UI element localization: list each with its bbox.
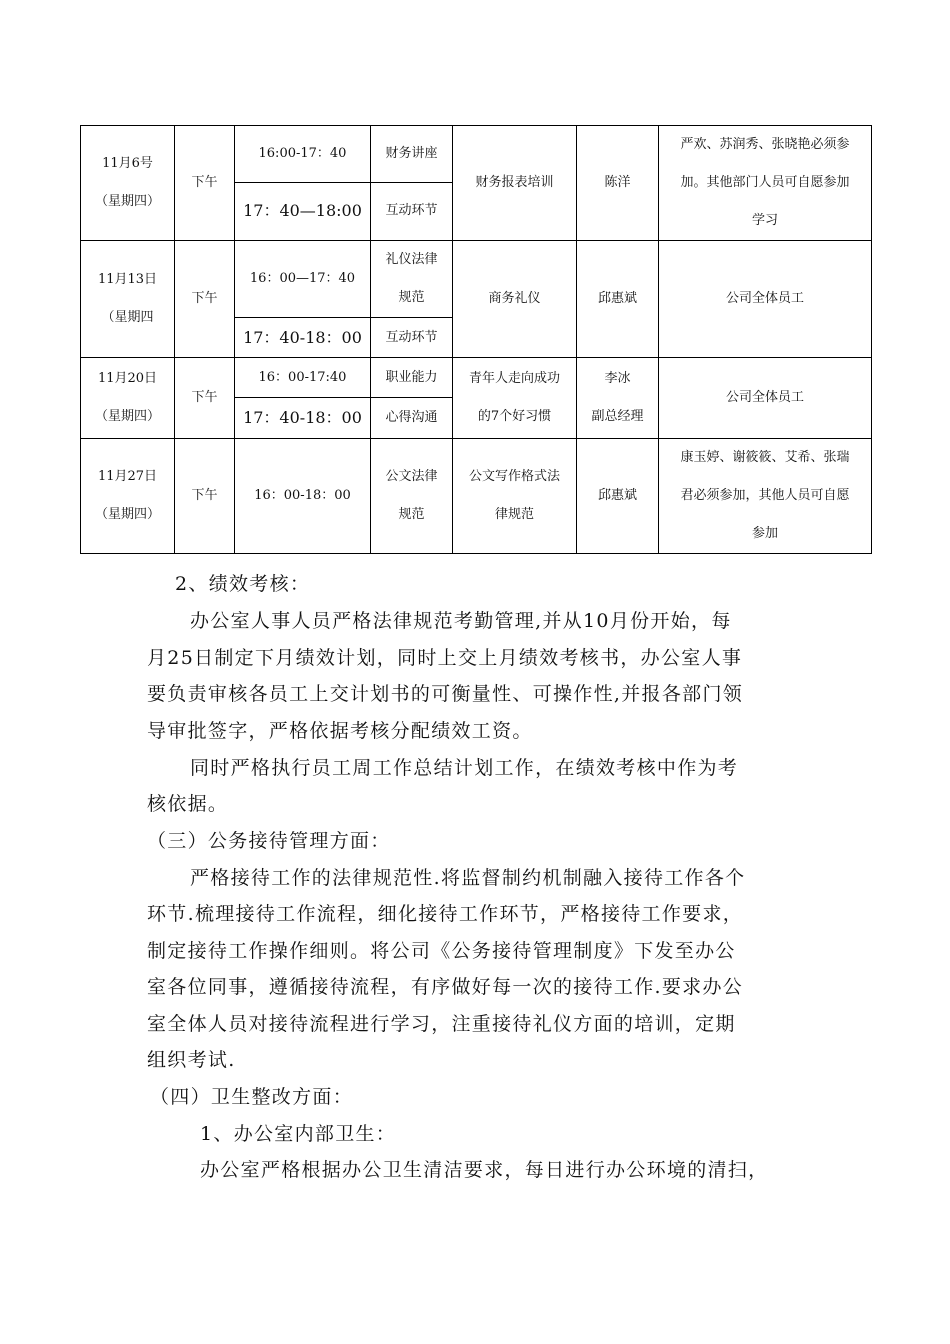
table-row — [81, 241, 872, 318]
period-cell: 下午 — [175, 439, 235, 554]
audience-cell — [659, 126, 872, 241]
paragraph-line: 同时严格执行员工周工作总结计划工作，在绩效考核中作为考 — [190, 757, 739, 779]
paragraph-line: 组织考试. — [147, 1049, 236, 1071]
topic-cell: 财务讲座 — [371, 126, 453, 183]
audience-line: 康玉婷、谢筱筱、艾希、张瑞 — [680, 450, 850, 465]
subsection-heading: 1、办公室内部卫生： — [200, 1123, 397, 1145]
paragraph-line: 导审批签字，严格依据考核分配绩效工资。 — [147, 720, 533, 742]
content-cell: 商务礼仪 — [453, 241, 577, 358]
date-cell — [81, 439, 175, 554]
time-cell: 17：40—18:00 — [235, 182, 371, 240]
topic-cell — [371, 241, 453, 318]
content-cell — [453, 439, 577, 554]
content-line: 公文写作格式法 — [468, 469, 560, 484]
paragraph-line: 要负责审核各员工上交计划书的可衡量性、可操作性,并报各部门领 — [147, 683, 744, 705]
weekday-text: （星期四） — [94, 409, 160, 424]
audience-cell: 公司全体员工 — [659, 358, 872, 439]
topic-cell: 心得沟通 — [371, 398, 453, 439]
paragraph-line: 室全体人员对接待流程进行学习，注重接待礼仪方面的培训，定期 — [147, 1013, 736, 1035]
section-heading: 2、绩效考核： — [175, 573, 311, 595]
weekday-text: （星期四） — [94, 194, 160, 209]
period-cell: 下午 — [175, 241, 235, 358]
weekday-text: （星期四 — [101, 310, 154, 325]
audience-cell — [659, 439, 872, 554]
topic-line: 规范 — [398, 290, 425, 305]
period-cell: 下午 — [175, 126, 235, 241]
date-cell — [81, 241, 175, 358]
speaker-cell: 邱惠斌 — [577, 241, 659, 358]
topic-line: 公文法律 — [385, 469, 438, 484]
paragraph-line: 办公室严格根据办公卫生清洁要求，每日进行办公环境的清扫， — [200, 1159, 769, 1181]
audience-cell: 公司全体员工 — [659, 241, 872, 358]
table-row — [81, 126, 872, 183]
speaker-line: 副总经理 — [591, 409, 644, 424]
date-cell — [81, 126, 175, 241]
audience-line: 参加 — [751, 526, 778, 541]
content-cell — [453, 358, 577, 439]
speaker-cell: 陈洋 — [577, 126, 659, 241]
paragraph-line: 环节.梳理接待工作流程，细化接待工作环节，严格接待工作要求， — [147, 903, 744, 925]
topic-cell: 职业能力 — [371, 358, 453, 398]
time-cell: 16：00-18：00 — [235, 439, 371, 554]
topic-cell: 互动环节 — [371, 318, 453, 358]
table-row — [81, 439, 872, 554]
topic-line: 规范 — [398, 507, 425, 522]
time-cell: 17：40-18：00 — [235, 398, 371, 439]
audience-line: 加。其他部门人员可自愿参加 — [680, 175, 850, 190]
date-text: 11月6号 — [102, 156, 153, 171]
date-text: 11月20日 — [97, 371, 158, 386]
date-text: 11月27日 — [97, 469, 158, 484]
audience-line: 学习 — [751, 213, 778, 228]
content-line: 律规范 — [494, 507, 534, 522]
time-cell: 17：40-18：00 — [235, 318, 371, 358]
audience-line: 君必须参加，其他人员可自愿 — [680, 488, 850, 503]
time-cell: 16：00—17：40 — [235, 241, 371, 318]
speaker-cell — [577, 358, 659, 439]
date-cell — [81, 358, 175, 439]
time-cell: 16：00-17:40 — [235, 358, 371, 398]
speaker-line: 李冰 — [604, 371, 631, 386]
paragraph-line: 严格接待工作的法律规范性.将监督制约机制融入接待工作各个 — [190, 867, 746, 889]
training-schedule-table — [80, 125, 872, 554]
section-heading: （四）卫生整改方面： — [150, 1086, 354, 1108]
content-line: 青年人走向成功 — [468, 371, 560, 386]
paragraph-line: 室各位同事，遵循接待流程，有序做好每一次的接待工作.要求办公 — [147, 976, 744, 998]
period-cell: 下午 — [175, 358, 235, 439]
date-text: 11月13日 — [97, 272, 158, 287]
topic-cell — [371, 439, 453, 554]
section-heading: （三）公务接待管理方面： — [147, 830, 391, 852]
topic-cell: 互动环节 — [371, 182, 453, 240]
weekday-text: （星期四） — [94, 507, 160, 522]
paragraph-line: 制定接待工作操作细则。将公司《公务接待管理制度》下发至办公 — [147, 940, 736, 962]
time-cell: 16:00-17：40 — [235, 126, 371, 183]
paragraph-line: 核依据。 — [147, 793, 229, 815]
paragraph-line: 办公室人事人员严格法律规范考勤管理,并从10月份开始，每 — [190, 610, 732, 632]
content-cell: 财务报表培训 — [453, 126, 577, 241]
audience-line: 严欢、苏润秀、张晓艳必须参 — [680, 137, 850, 152]
topic-line: 礼仪法律 — [385, 252, 438, 267]
content-line: 的7个好习惯 — [477, 409, 552, 424]
table-row — [81, 358, 872, 398]
paragraph-line: 月25日制定下月绩效计划，同时上交上月绩效考核书，办公室人事 — [147, 647, 743, 669]
speaker-cell: 邱惠斌 — [577, 439, 659, 554]
